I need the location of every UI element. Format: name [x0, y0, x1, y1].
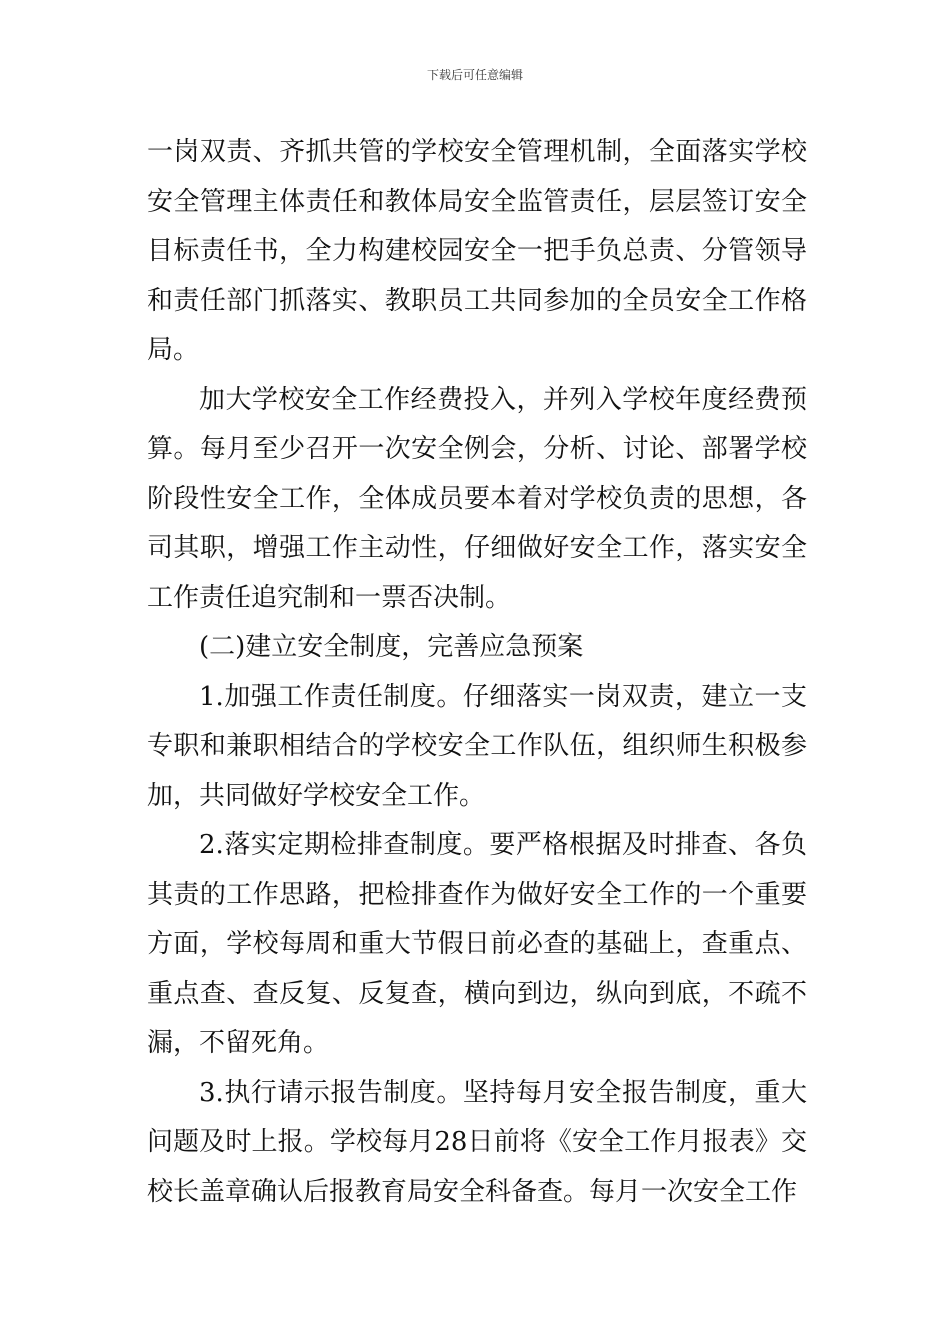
- header-note: 下载后可任意编辑: [426, 68, 523, 82]
- paragraph: 一岗双责、齐抓共管的学校安全管理机制，全面落实学校安全管理主体责任和教体局安全监管责任，层层签订安全目标责任书，全力构建校园安全一把手负总责、分管领导和责任部门抓落实、教职员工共同参加的全员安全工作格局。: [147, 137, 807, 365]
- paragraph: 2.落实定期检排查制度。要严格根据及时排查、各负其责的工作思路，把检排查作为做好安全工作的一个重要方面，学校每周和重大节假日前必查的基础上，查重点、重点查、查反复、反复查，横向到边，纵向到底，不疏不漏，不留死角。: [147, 830, 807, 1058]
- paragraph: 加大学校安全工作经费投入，并列入学校年度经费预算。每月至少召开一次安全例会，分析、讨论、部署学校阶段性安全工作，全体成员要本着对学校负责的思想，各司其职，增强工作主动性，仔细做好安全工作，落实安全工作责任追究制和一票否决制。: [147, 384, 807, 613]
- paragraph: 1.加强工作责任制度。仔细落实一岗双责，建立一支专职和兼职相结合的学校安全工作队伍，组织师生积极参加，共同做好学校安全工作。: [147, 681, 807, 811]
- document-body: [147, 128, 807, 1217]
- section-heading: (二)建立安全制度，完善应急预案: [199, 632, 584, 662]
- paragraph: 3.执行请示报告制度。坚持每月安全报告制度，重大问题及时上报。学校每月28日前将《安全工作月报表》交校长盖章确认后报教育局安全科备查。每月一次安全工作: [147, 1077, 807, 1207]
